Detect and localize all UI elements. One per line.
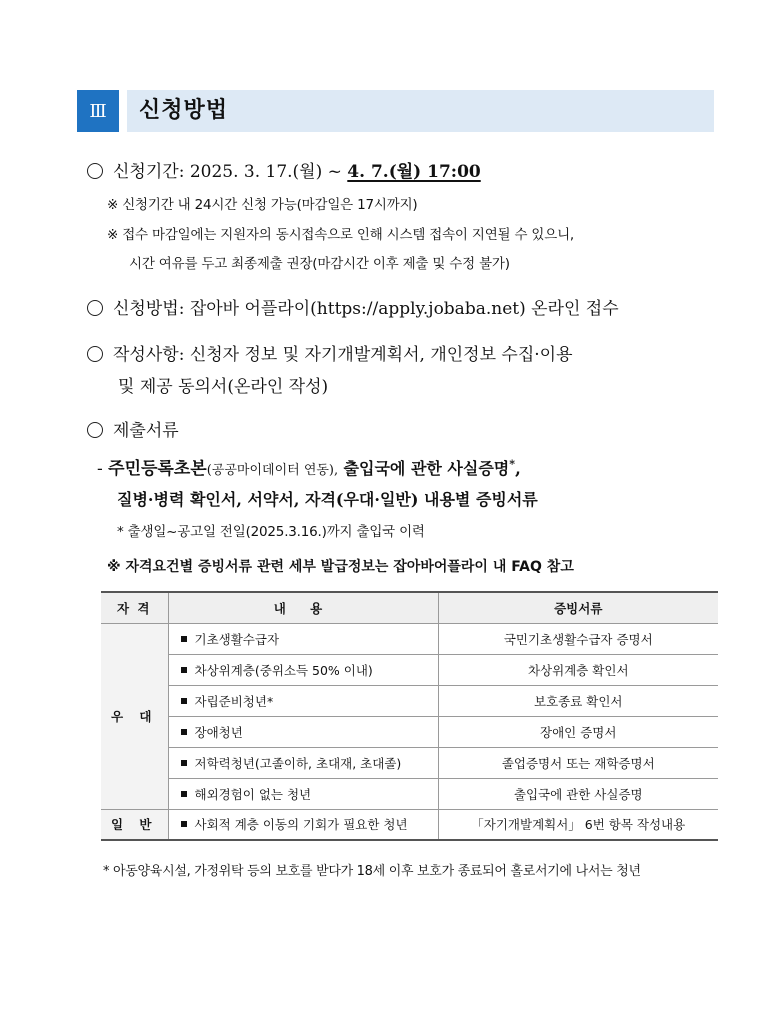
table-row — [101, 654, 718, 685]
row-doc: 보호종료 확인서 — [438, 685, 718, 716]
table-row — [101, 747, 718, 778]
doc-resident-register: 주민등록초본 — [108, 459, 207, 479]
period-note-2: ※ 접수 마감일에는 지원자의 동시접속으로 인해 시스템 접속이 지연될 수 있으니, — [107, 227, 575, 243]
row-content: 해외경험이 없는 청년 — [194, 786, 312, 802]
section-header — [77, 90, 714, 132]
square-bullet-icon — [181, 729, 187, 735]
row-doc: 장애인 증명서 — [438, 716, 718, 747]
doc-immigration-comma: , — [515, 459, 521, 479]
row-content: 자립준비청년* — [194, 693, 274, 709]
row-content: 차상위계층(중위소득 50% 이내) — [194, 662, 373, 678]
general-label: 일 반 — [101, 809, 168, 840]
circle-bullet-icon — [87, 346, 103, 362]
section-number: Ⅲ — [77, 90, 119, 132]
period-line — [87, 157, 481, 182]
content-items-line — [87, 340, 573, 365]
row-content: 장애청년 — [194, 724, 243, 740]
header-content: 내 용 — [168, 592, 438, 623]
row-doc: 「자기개발계획서」 6번 항목 작성내용 — [438, 809, 718, 840]
row-content: 사회적 계층 이동의 기회가 필요한 청년 — [194, 817, 408, 833]
header-documents: 증빙서류 — [438, 592, 718, 623]
circle-bullet-icon — [87, 163, 103, 179]
table-row — [101, 778, 718, 809]
square-bullet-icon — [181, 636, 187, 642]
qualification-table — [101, 591, 718, 841]
period-end: 4. 7.(월) 17:00 — [347, 162, 481, 182]
square-bullet-icon — [181, 821, 187, 827]
table-row — [101, 623, 718, 654]
section-title: 신청방법 — [139, 98, 229, 123]
square-bullet-icon — [181, 698, 187, 704]
documents-heading: 제출서류 — [113, 421, 179, 441]
circle-bullet-icon — [87, 422, 103, 438]
doc-resident-register-note: (공공마이데이터 연동), — [206, 463, 339, 478]
row-doc: 차상위계층 확인서 — [438, 654, 718, 685]
period-note-1: ※ 신청기간 내 24시간 신청 가능(마감일은 17시까지) — [107, 197, 418, 213]
dash: - — [97, 459, 103, 479]
period-note-3: 시간 여유를 두고 최종제출 권장(마감시간 이후 제출 및 수정 불가) — [129, 256, 510, 272]
footer-note: * 아동양육시설, 가정위탁 등의 보호를 받다가 18세 이후 보호가 종료되어 홀로서기에 나서는 청년 — [103, 864, 641, 879]
square-bullet-icon — [181, 760, 187, 766]
row-doc: 졸업증명서 또는 재학증명서 — [438, 747, 718, 778]
faq-note: ※ 자격요건별 증빙서류 관련 세부 발급정보는 잡아바어플라이 내 FAQ 참고 — [107, 559, 574, 575]
method-text: 신청방법: 잡아바 어플라이(https://apply.jobaba.net) 온라인 접수 — [113, 299, 619, 319]
square-bullet-icon — [181, 667, 187, 673]
row-content: 기초생활수급자 — [194, 631, 280, 647]
content-items-text-2: 및 제공 동의서(온라인 작성) — [118, 377, 329, 397]
method-line — [87, 294, 619, 319]
row-doc: 출입국에 관한 사실증명 — [438, 778, 718, 809]
table-row — [101, 716, 718, 747]
table-row — [101, 685, 718, 716]
table-header-row — [101, 592, 718, 623]
header-qualification: 자 격 — [101, 592, 168, 623]
row-content: 저학력청년(고졸이하, 초대재, 초대졸) — [194, 755, 402, 771]
documents-line-2: 질병·병력 확인서, 서약서, 자격(우대·일반) 내용별 증빙서류 — [117, 490, 538, 509]
table-row — [101, 809, 718, 840]
doc-immigration: 출입국에 관한 사실증명 — [343, 459, 510, 478]
circle-bullet-icon — [87, 300, 103, 316]
documents-footnote: * 출생일~공고일 전일(2025.3.16.)까지 출입국 이력 — [117, 524, 425, 540]
section-divider — [119, 90, 127, 132]
doc-immigration-mark: * — [509, 457, 516, 471]
period-label: 신청기간: 2025. 3. 17.(월) ~ — [113, 162, 348, 182]
documents-heading-line — [87, 416, 179, 441]
row-doc: 국민기초생활수급자 증명서 — [438, 623, 718, 654]
content-items-text-1: 작성사항: 신청자 정보 및 자기개발계획서, 개인정보 수집·이용 — [113, 345, 573, 365]
preferred-label: 우 대 — [101, 623, 168, 809]
documents-line-1 — [97, 454, 521, 479]
square-bullet-icon — [181, 791, 187, 797]
